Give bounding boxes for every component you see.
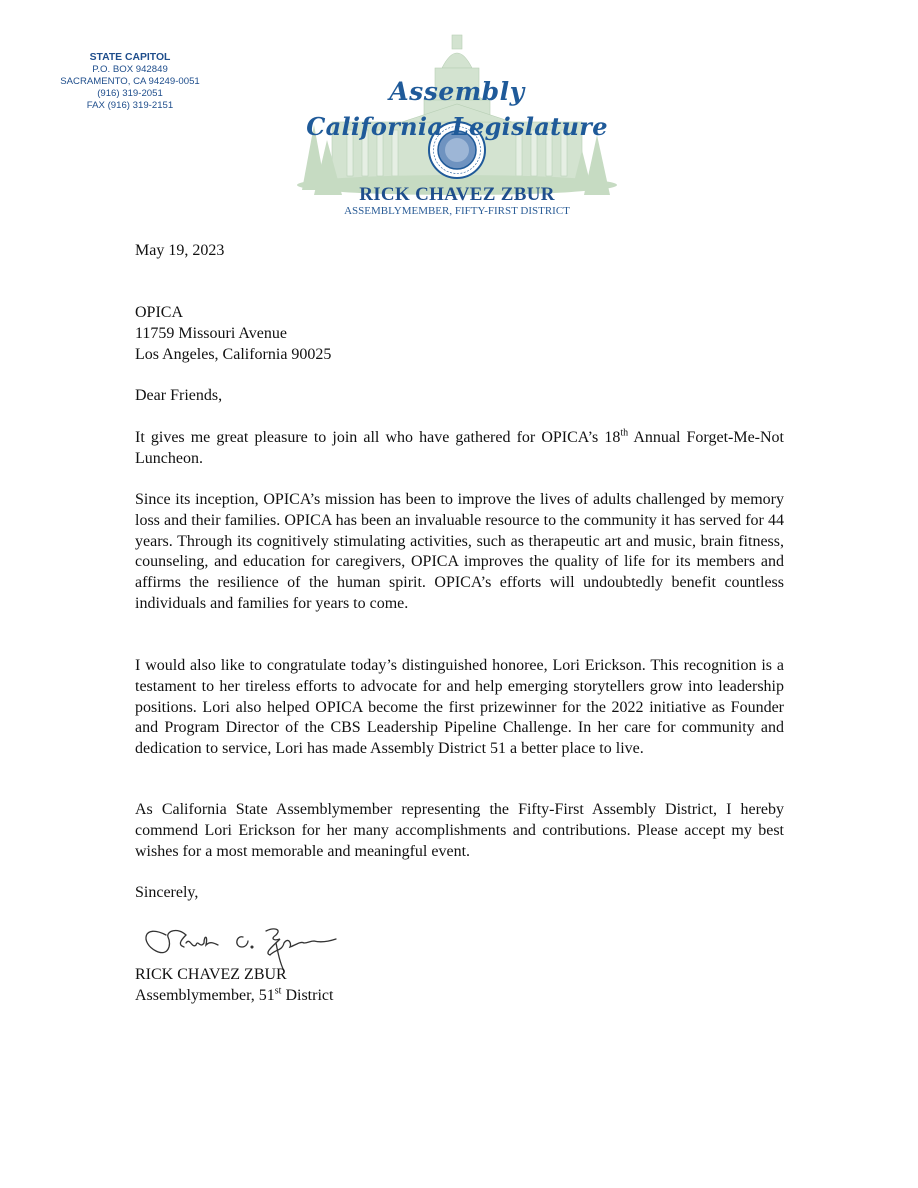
recipient-street: 11759 Missouri Avenue <box>135 324 287 342</box>
salutation: Dear Friends, <box>135 387 223 404</box>
paragraph-intro-text-end: Annual Forget-Me-Not Luncheon. <box>135 429 785 467</box>
paragraph-intro-text: It gives me great pleasure to join all who have gathered for OPICA’s 18 <box>135 429 621 446</box>
signer-title-text: Assemblymember, 51 <box>135 986 275 1004</box>
letter-date: May 19, 2023 <box>135 242 225 259</box>
signer-name: RICK CHAVEZ ZBUR <box>135 966 287 983</box>
recipient-address <box>135 303 784 365</box>
letterhead-member-title: ASSEMBLYMEMBER, FIFTY-FIRST DISTRICT <box>344 205 570 217</box>
office-po-box: P.O. BOX 942849 <box>92 64 168 75</box>
paragraph-commendation: As California State Assemblymember representing the Fifty-First Assembly District, I hereby commend Lori Erickson for her many accomplishments and contributions. Please accept my best wishes for a most memorable and meaningful event. <box>135 801 784 860</box>
return-address <box>50 52 210 112</box>
office-title: STATE CAPITOL <box>89 52 171 63</box>
paragraph-mission: Since its inception, OPICA’s mission has been to improve the lives of adults challenged by memory loss and their families. OPICA has been an invaluable resource to the community it has served for 44 years. Through its cognitively stimulating activities, such as therapeutic art and music, brain fitness, counseling, and education for caregivers, OPICA improves the quality of life for its members and affirms the resilience of the human spirit. OPICA’s efforts will undoubtedly benefit countless individuals and families for years to come. <box>135 491 784 612</box>
recipient-name: OPICA <box>135 304 184 321</box>
logo-assembly-text: Assembly <box>389 77 525 106</box>
paragraph-intro <box>135 428 784 470</box>
logo-legislature-text: California Legislature <box>306 112 608 141</box>
signer-title <box>135 986 784 1007</box>
office-city: SACRAMENTO, CA 94249-0051 <box>60 76 200 87</box>
recipient-city: Los Angeles, California 90025 <box>135 345 332 363</box>
office-fax: FAX (916) 319-2151 <box>86 100 174 111</box>
signer-title-text-end: District <box>281 986 334 1004</box>
assembly-letterhead-logo <box>292 30 622 225</box>
office-phone: (916) 319-2051 <box>97 88 163 99</box>
paragraph-honoree: I would also like to congratulate today’s distinguished honoree, Lori Erickson. This recognition is a testament to her tireless efforts to advocate for and help emerging storytellers grow into leadership positions. Lori also helped OPICA become the first prizewinner for the 2022 initiative as Founder and Program Director of the CBS Leadership Pipeline Challenge. In her care for community and dedication to service, Lori has made Assembly District 51 a better place to live. <box>135 657 784 758</box>
ordinal-suffix: th <box>620 427 629 439</box>
ordinal-suffix: st <box>274 985 282 997</box>
closing: Sincerely, <box>135 884 199 901</box>
signature-block <box>135 965 784 1007</box>
letterhead-member-name: RICK CHAVEZ ZBUR <box>359 184 555 205</box>
